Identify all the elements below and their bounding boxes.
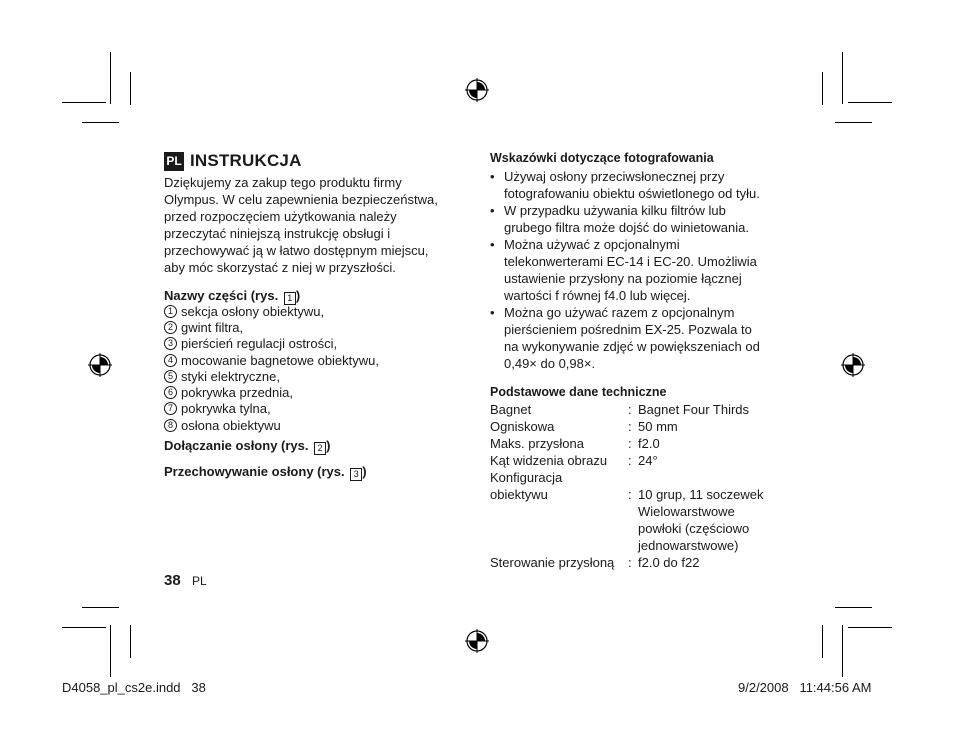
table-row [490, 469, 788, 486]
tip-line: ustawienie przysłony na poziomie łącznej [504, 271, 742, 286]
item-number: 3 [164, 337, 177, 350]
crop-mark [110, 52, 111, 104]
spec-separator: : [628, 487, 632, 502]
table-row [490, 418, 788, 435]
spec-value: 50 mm [638, 419, 678, 434]
figure-number: 1 [284, 292, 296, 305]
tip-line: na wykonywanie zdjęć w powiększeniach od [504, 339, 760, 354]
crop-mark [842, 52, 843, 104]
heading-close: ) [362, 464, 367, 479]
registration-mark-icon [88, 353, 112, 377]
attach-heading [164, 437, 330, 455]
tip-line: wartości f równej f4.0 lub więcej. [504, 288, 691, 303]
registration-mark-icon [841, 353, 865, 377]
item-text: pierścień regulacji ostrości, [181, 336, 338, 352]
item-text: gwint filtra, [181, 319, 244, 335]
item-text: mocowanie bagnetowe obiektywu, [181, 352, 380, 368]
crop-mark [835, 607, 872, 608]
spec-separator: : [628, 402, 632, 417]
spec-value: Bagnet Four Thirds [638, 402, 750, 417]
section-title-row [164, 150, 302, 172]
crop-mark [82, 122, 119, 123]
item-number: 7 [164, 402, 177, 415]
crop-mark [110, 625, 111, 677]
spec-key: Bagnet [490, 402, 532, 417]
spec-key: Kąt widzenia obrazu [490, 453, 608, 468]
spec-key: Maks. przysłona [490, 436, 584, 451]
crop-mark [835, 122, 872, 123]
item-number: 6 [164, 386, 177, 399]
list-item [164, 352, 379, 368]
table-row [490, 554, 788, 571]
spec-separator: : [628, 436, 632, 451]
heading-close: ) [326, 438, 331, 453]
heading-close: ) [295, 288, 301, 303]
crop-mark [822, 72, 823, 105]
intro-line: aby móc skorzystać z niej w przyszłości. [164, 260, 396, 275]
crop-mark [848, 627, 892, 628]
table-row [490, 452, 788, 469]
list-item [164, 368, 379, 384]
spec-value: f2.0 [638, 436, 660, 451]
tips-list [490, 168, 790, 372]
page-title: INSTRUKCJA [190, 151, 302, 170]
crop-mark [848, 102, 892, 103]
language-badge: PL [164, 152, 184, 171]
list-item [164, 319, 379, 335]
spec-key: Sterowanie przysłoną [490, 555, 615, 570]
tip-line: Można go używać razem z opcjonalnym [504, 305, 735, 320]
page-language: PL [192, 574, 207, 588]
spec-separator [628, 469, 638, 486]
parts-list [164, 303, 379, 433]
crop-mark [130, 72, 131, 105]
crop-mark [842, 625, 843, 677]
crop-mark [62, 627, 106, 628]
spec-separator: : [628, 555, 632, 570]
footer-file-info: D4058_pl_cs2e.indd 38 [62, 680, 206, 695]
item-number: 8 [164, 419, 177, 432]
tip-line: fotografowaniu obiektu oświetlonego od tyłu. [504, 186, 760, 201]
spec-value: 10 grup, 11 soczewek [638, 487, 764, 502]
tip-line: W przypadku używania kilku filtrów lub [504, 203, 726, 218]
crop-mark [822, 625, 823, 658]
tip-line: grubego filtra może dojść do winietowania. [504, 220, 749, 235]
tip-line: Można używać z opcjonalnymi [504, 237, 680, 252]
storage-heading [164, 463, 367, 481]
intro-line: Dziękujemy za zakup tego produktu firmy [164, 175, 402, 190]
list-item [490, 304, 790, 372]
item-number: 5 [164, 370, 177, 383]
list-item [490, 236, 790, 304]
attach-heading-text: Dołączanie osłony (rys. [164, 438, 309, 453]
list-item [164, 417, 379, 433]
spec-separator: : [628, 453, 632, 468]
crop-mark [130, 625, 131, 658]
registration-mark-icon [465, 78, 489, 102]
table-row [490, 401, 788, 418]
spec-separator: : [628, 419, 632, 434]
item-text: styki elektryczne, [181, 368, 280, 384]
spec-value: powłoki (częściowo [638, 521, 750, 536]
list-item [490, 168, 790, 202]
intro-line: przed rozpoczęciem użytkowania należy [164, 209, 397, 224]
item-number: 4 [164, 354, 177, 367]
intro-line: przeczytać niniejszą instrukcję obsługi i [164, 226, 391, 241]
bullet-mark: • [490, 305, 495, 320]
page-number: 38 [164, 572, 181, 589]
footer-timestamp: 9/2/2008 11:44:56 AM [738, 680, 872, 695]
specs-heading: Podstawowe dane techniczne [490, 385, 667, 399]
intro-line: przechowywać ją w łatwo dostępnym miejscu, [164, 243, 429, 258]
spec-value: Wielowarstwowe [638, 504, 735, 519]
tip-line: pierścieniem pośrednim EX-25. Pozwala to [504, 322, 752, 337]
spec-value: f2.0 do f22 [638, 555, 700, 570]
list-item [490, 202, 790, 236]
item-text: pokrywka tylna, [181, 401, 271, 417]
parts-heading-text: Nazwy części (rys. [164, 288, 279, 303]
spec-value: jednowarstwowe) [638, 538, 739, 553]
item-text: osłona obiektywu [181, 417, 281, 433]
list-item [164, 401, 379, 417]
list-item [164, 303, 379, 319]
bullet-mark: • [490, 237, 495, 252]
figure-number: 2 [314, 442, 326, 455]
list-item [164, 384, 379, 400]
specs-table [490, 401, 788, 571]
storage-heading-text: Przechowywanie osłony (rys. [164, 464, 345, 479]
bullet-mark: • [490, 203, 495, 218]
tip-line: Używaj osłony przeciwsłonecznej przy [504, 169, 725, 184]
spec-value: 24° [638, 453, 658, 468]
intro-line: Olympus. W celu zapewnienia bezpieczeństwa, [164, 192, 438, 207]
table-row [490, 435, 788, 452]
item-number: 1 [164, 305, 177, 318]
list-item [164, 336, 379, 352]
spec-key: Konfiguracja [490, 470, 563, 485]
intro-paragraph [164, 174, 464, 276]
figure-number: 3 [350, 468, 362, 481]
crop-mark [82, 607, 119, 608]
item-number: 2 [164, 321, 177, 334]
table-row [490, 486, 788, 554]
spec-key: obiektywu [490, 487, 548, 502]
spec-key: Ogniskowa [490, 419, 555, 434]
bullet-mark: • [490, 169, 495, 184]
tips-heading: Wskazówki dotyczące fotografowania [490, 151, 714, 165]
item-text: pokrywka przednia, [181, 385, 293, 401]
tip-line: telekonwerterami EC-14 i EC-20. Umożliwia [504, 254, 757, 269]
tip-line: 0,49× do 0,98×. [504, 356, 596, 371]
item-text: sekcja osłony obiektywu, [181, 303, 325, 319]
registration-mark-icon [465, 629, 489, 653]
crop-mark [62, 102, 106, 103]
